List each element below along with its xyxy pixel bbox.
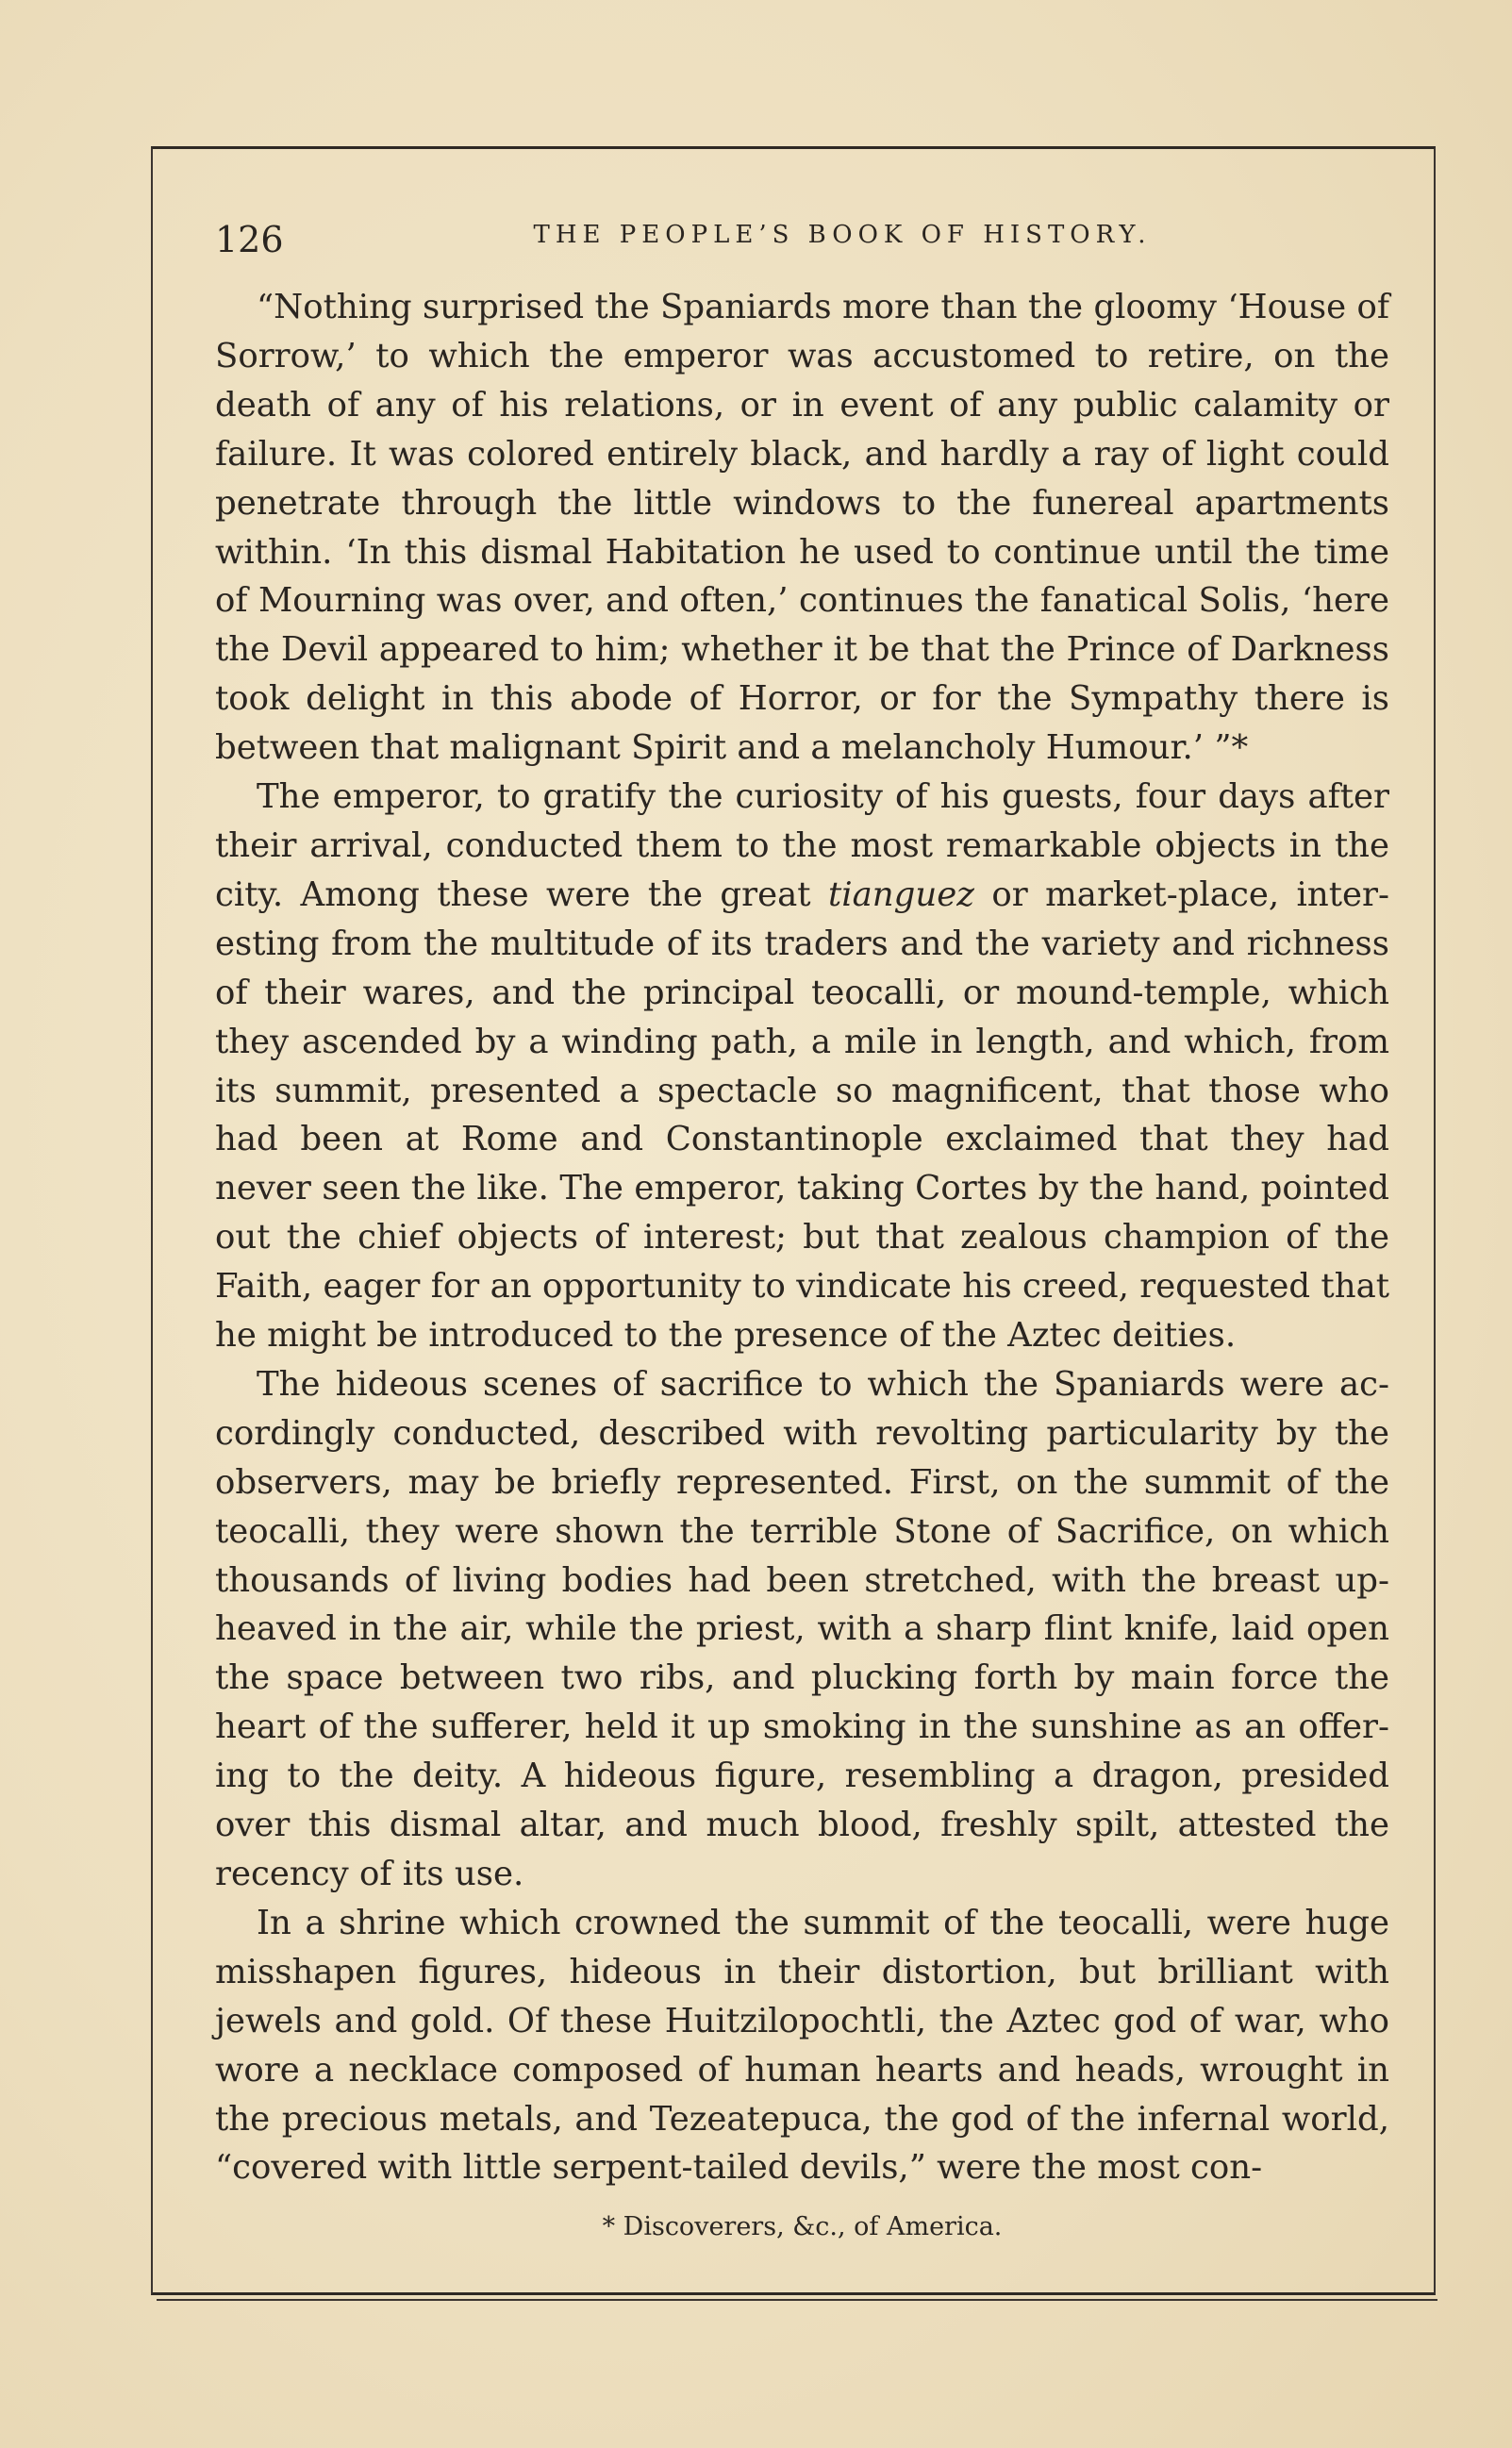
paragraph-city-tour-part2: or market-place, inter-esting from the multitude of its traders and the variety and richness of their wares, and the principal teocalli, or mound-temple, which they ascended by a winding path, a mile in length, and which, from its summit, presented a spectacle so magnificent, that those who had been at Rome and Constantinople exclaimed that they had never seen the like. The emperor, taking Cortes by the hand, pointed out the chief objects of interest; but that zealous champion of the Faith, eager for an opportunity to vindicate his creed, requested that he might be introduced to the presence of the Aztec deities. [215, 874, 1389, 1356]
paragraph-sacrifice: The hideous scenes of sacrifice to which the Spaniards were ac-cordingly conducted, described with revolting particularity by the observers, may be briefly represented. First, on the summit of the teocalli, they were shown the terrible Stone of Sacrifice, on which thousands of living bodies had been stretched, with the breast up-heaved in the air, while the priest, with a sharp flint knife, laid open the space between two ribs, and plucking forth by main force the heart of the sufferer, held it up smoking in the sunshine as an offer-ing to the deity. A hideous figure, resembling a dragon, presided over this dismal altar, and much blood, freshly spilt, attested the recency of its use. [215, 1364, 1389, 1893]
footnote: * Discoverers, &c., of America. [602, 2212, 1003, 2241]
page-number: 126 [215, 219, 284, 260]
page-header [215, 217, 1394, 264]
body-text [215, 283, 1389, 2192]
paragraph-shrine: In a shrine which crowned the summit of the teocalli, were huge misshapen figures, hideous in their distortion, but brilliant with jewels and gold. Of these Huitzilopochtli, the Aztec god of war, who wore a necklace composed of human hearts and heads, wrought in the precious metals, and Tezeatepuca, the god of the infernal world, “covered with little serpent-tailed devils,” were the most con- [215, 1903, 1389, 2188]
paragraph-city-tour-part1: The emperor, to gratify the curiosity of his guests, four days after their arrival, conducted them to the most remarkable objects in the city. Among these were the great [215, 777, 1389, 914]
paragraph-city-tour [215, 773, 1389, 1360]
tianguez-term: tianguez [827, 874, 974, 914]
running-title: THE PEOPLE’S BOOK OF HISTORY. [533, 221, 1152, 249]
paragraph-house-of-sorrow: “Nothing surprised the Spaniards more than the gloomy ‘House of Sorrow,’ to which the emperor was accustomed to retire, on the death of any of his relations, or in event of any public calamity or failure. It was colored entirely black, and hardly a ray of light could penetrate through the little windows to the funereal apartments within. ‘In this dismal Habitation he used to continue until the time of Mourning was over, and often,’ continues the fanatical Solis, ‘here the Devil appeared to him; whether it be that the Prince of Darkness took delight in this abode of Horror, or for the Sympathy there is between that malignant Spirit and a melancholy Humour.’ ”* [215, 288, 1389, 768]
